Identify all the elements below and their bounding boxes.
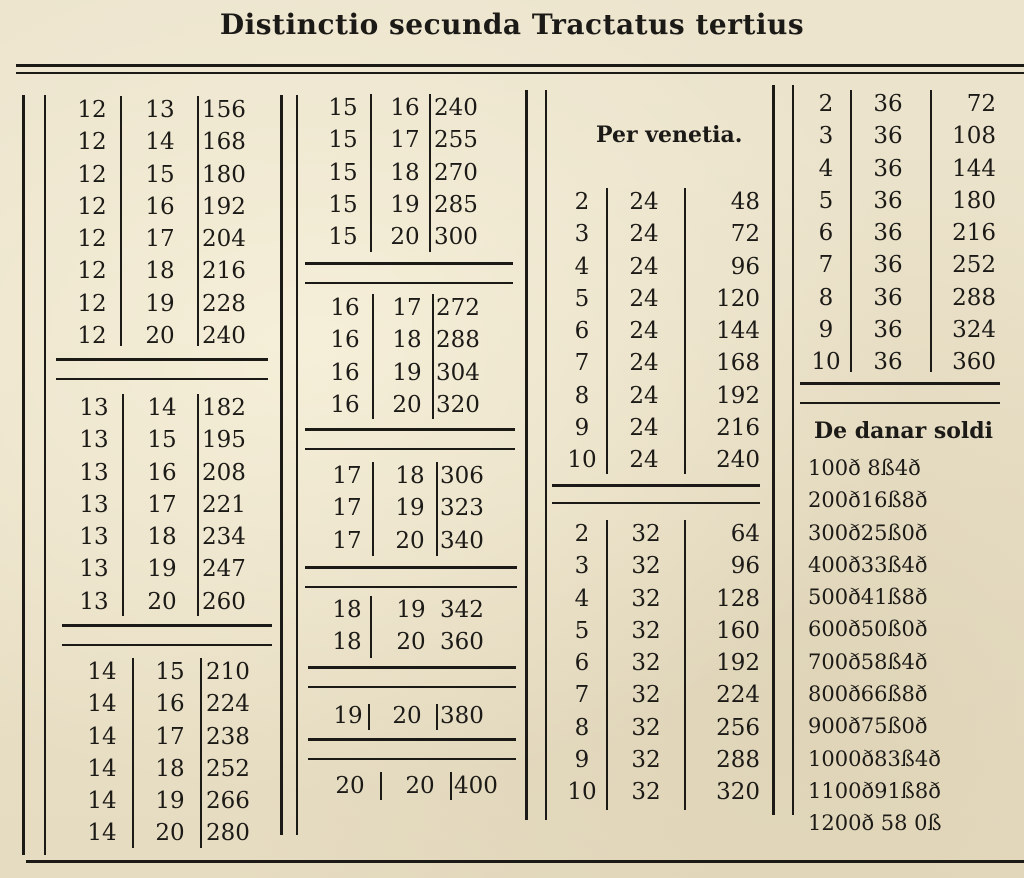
t16-col-a-cell: 16 [330, 327, 360, 354]
t32-col-c-cell: 320 [716, 779, 760, 806]
t14-col-c [206, 656, 276, 850]
t12-col-a-cell: 12 [77, 161, 107, 188]
t12-rule [56, 358, 268, 361]
venetia-line-1 [606, 188, 608, 474]
t36-col-b-cell: 36 [873, 284, 903, 311]
t15-line-2 [429, 94, 431, 252]
t18-col-c-cell: 360 [440, 629, 484, 656]
t13-line-1 [122, 394, 124, 616]
t13-col-c-cell: 182 [202, 395, 246, 421]
t17-rule [305, 566, 517, 569]
t14-col-c-cell: 252 [206, 755, 250, 782]
venetia-col-c-cell: 48 [730, 189, 760, 215]
t15-col-b-cell: 19 [390, 191, 420, 218]
venetia-col-c-cell: 96 [730, 253, 760, 280]
venetia-col-c-cell: 240 [716, 447, 760, 474]
t32-col-b-cell: 32 [631, 714, 661, 741]
t13-col-c-cell: 247 [202, 556, 246, 583]
danar-row: 900ð75ß0ð [808, 714, 928, 739]
t16-col-a-cell: 16 [330, 295, 360, 321]
t19-col-a [324, 700, 372, 732]
t16-col-c-cell: 288 [436, 327, 480, 354]
t13-col-c-cell: 234 [202, 524, 246, 551]
t13-col-b-cell: 18 [147, 524, 177, 551]
t12-col-a-cell: 12 [77, 323, 107, 350]
venetia-col-b [614, 186, 674, 477]
t32-col-a-cell: 6 [574, 650, 590, 677]
t36-col-b-cell: 36 [873, 91, 903, 117]
venetia-col-a-cell: 6 [574, 318, 590, 345]
t16-col-c [436, 292, 516, 421]
t17-line-2 [436, 462, 438, 556]
danar-row: 400ð33ß4ð [808, 552, 928, 577]
t19-col-c-cell: 380 [440, 703, 484, 729]
t18-line-1 [370, 596, 372, 658]
venetia-col-b-cell: 24 [629, 189, 659, 215]
t13-col-a-cell: 13 [79, 491, 109, 518]
t15-col-a-cell: 15 [328, 95, 358, 121]
t13-rule [62, 624, 272, 627]
t36-col-c-cell: 108 [952, 123, 996, 150]
t16-rule [305, 428, 515, 431]
t18-col-b-cell: 19 [396, 597, 426, 623]
t13-col-c-cell: 260 [202, 588, 246, 615]
t12-col-b [128, 94, 192, 352]
venetia-col-a [562, 186, 602, 477]
bottom-rule [26, 860, 1024, 863]
venetia-col-c-cell: 120 [716, 285, 760, 312]
t15-line-1 [370, 94, 372, 252]
t18-col-b-cell: 20 [396, 629, 426, 656]
t32-col-a-cell: 10 [567, 779, 597, 806]
t36-rule-b [800, 402, 1000, 404]
t17-col-c-cell: 306 [440, 463, 484, 489]
venetia-rule-b [552, 502, 760, 504]
t32-col-c-cell: 96 [730, 553, 760, 580]
t36-col-c-cell: 252 [952, 252, 996, 279]
t19-line-1 [368, 704, 370, 730]
t13-col-b-cell: 16 [147, 459, 177, 486]
venetia-col-a-cell: 10 [567, 447, 597, 474]
t36-col-a-cell: 9 [818, 317, 834, 344]
t19-rule-b [308, 758, 516, 760]
t32-line-2 [684, 520, 686, 810]
t32-col-a-cell: 4 [574, 585, 590, 612]
venetia-col-a-cell: 4 [574, 253, 590, 280]
t18-col-a-cell: 18 [332, 597, 362, 623]
t15-col-c-cell: 255 [434, 127, 478, 154]
t12-col-c-cell: 180 [202, 161, 246, 188]
t16-col-b-cell: 17 [392, 295, 422, 321]
t13-col-c [202, 392, 272, 618]
t17-col-a-cell: 17 [332, 527, 362, 554]
t13-col-b-cell: 15 [147, 427, 177, 454]
t14-col-a [78, 656, 126, 850]
t12-col-c-cell: 156 [202, 97, 246, 123]
t16-col-a-cell: 16 [330, 391, 360, 418]
t36-col-c-cell: 144 [952, 155, 996, 182]
t13-col-c-cell: 195 [202, 427, 246, 454]
left-frame [22, 95, 25, 855]
t16-col-b [380, 292, 434, 421]
t32-col-c-cell: 192 [716, 650, 760, 677]
t14-col-a-cell: 14 [87, 820, 117, 847]
t14-col-c-cell: 280 [206, 820, 250, 847]
t12-col-b-cell: 13 [145, 97, 175, 123]
t14-col-b-cell: 19 [155, 788, 185, 815]
t32-col-b-cell: 32 [631, 553, 661, 580]
danar-row: 600ð50ß0ð [808, 617, 928, 642]
t12-col-a-cell: 12 [77, 258, 107, 285]
t13-col-c-cell: 221 [202, 491, 246, 518]
t17-col-a [322, 460, 372, 557]
t12-col-a-cell: 12 [77, 290, 107, 317]
venetia-col-a-cell: 9 [574, 415, 590, 442]
t15-col-b-cell: 18 [390, 159, 420, 186]
t36-col-a-cell: 5 [818, 187, 834, 214]
t32-col-b-cell: 32 [631, 617, 661, 644]
t13-rule-b [62, 644, 272, 646]
t20-col-c-cell: 400 [454, 773, 498, 799]
t32-col-a-cell: 3 [574, 553, 590, 580]
t15-col-c-cell: 240 [434, 95, 478, 121]
t36-col-c-cell: 72 [966, 91, 996, 117]
t36-col-b-cell: 36 [873, 317, 903, 344]
t32-col-b-cell: 32 [631, 682, 661, 709]
t36-col-b-cell: 36 [873, 155, 903, 182]
venetia-col-a-cell: 3 [574, 221, 590, 248]
t20-col-c [454, 770, 518, 802]
venetia-col-a-cell: 7 [574, 350, 590, 377]
t12-col-a-cell: 12 [77, 129, 107, 156]
t17-col-a-cell: 17 [332, 495, 362, 522]
t36-col-c-cell: 216 [952, 220, 996, 247]
t16-col-b-cell: 20 [392, 391, 422, 418]
t17-rule-b [305, 586, 517, 588]
t16-col-b-cell: 18 [392, 327, 422, 354]
t36-col-a-cell: 6 [818, 220, 834, 247]
t36-col-c-cell: 360 [952, 349, 996, 376]
t13-col-a [70, 392, 118, 618]
danar-row: 800ð66ß8ð [808, 682, 928, 707]
t32-col-c-cell: 256 [716, 714, 760, 741]
t12-col-b-cell: 20 [145, 323, 175, 350]
venetia-rule [552, 484, 760, 487]
venetia-col-b-cell: 24 [629, 285, 659, 312]
t12-col-c-cell: 192 [202, 193, 246, 220]
t14-col-a-cell: 14 [87, 659, 117, 685]
danar-row: 700ð58ß4ð [808, 649, 928, 674]
t15-col-b [378, 92, 432, 253]
t15-col-a-cell: 15 [328, 127, 358, 154]
t17-col-b-cell: 18 [395, 463, 425, 489]
t18-rule-b [308, 686, 516, 688]
t14-col-c-cell: 266 [206, 788, 250, 815]
t12-col-b-cell: 14 [145, 129, 175, 156]
t32-col-a-cell: 2 [574, 521, 590, 547]
t20-line-2 [450, 772, 452, 800]
venetia-col-b-cell: 24 [629, 318, 659, 345]
t32-col-c [680, 518, 760, 809]
divider-3b [792, 85, 794, 815]
divider-3 [772, 85, 775, 815]
t12-col-c-cell: 168 [202, 129, 246, 156]
t32-col-a-cell: 7 [574, 682, 590, 709]
t32-col-c-cell: 224 [716, 682, 760, 709]
t13-col-a-cell: 13 [79, 427, 109, 454]
left-frame-2 [44, 95, 46, 855]
t16-col-c-cell: 304 [436, 359, 480, 386]
t12-col-c-cell: 240 [202, 323, 246, 350]
danar-heading: De danar soldi [814, 418, 994, 444]
venetia-line-2 [684, 188, 686, 474]
t36-col-a-cell: 2 [818, 91, 834, 117]
t14-col-b-cell: 16 [155, 691, 185, 718]
t12-rule-b [56, 378, 268, 380]
danar-row: 1000ð83ß4ð [808, 746, 941, 771]
t32-col-a-cell: 8 [574, 714, 590, 741]
t18-col-a-cell: 18 [332, 629, 362, 656]
t32-col-c-cell: 160 [716, 617, 760, 644]
top-rule [16, 64, 1024, 67]
danar-row: 500ð41ß8ð [808, 585, 928, 610]
t12-col-a-cell: 12 [77, 193, 107, 220]
t17-line-1 [372, 462, 374, 556]
t36-line-2 [930, 90, 932, 372]
t14-col-b [138, 656, 202, 850]
danar-col [808, 452, 1008, 840]
t20-col-a [326, 770, 374, 802]
t14-col-a-cell: 14 [87, 723, 117, 750]
t16-rule-b [305, 448, 515, 450]
t32-col-a-cell: 5 [574, 617, 590, 644]
venetia-col-b-cell: 24 [629, 221, 659, 248]
venetia-col-c-cell: 72 [730, 221, 760, 248]
t19-col-a-cell: 19 [333, 703, 363, 729]
t12-col-c-cell: 216 [202, 258, 246, 285]
t19-col-b-cell: 20 [392, 703, 422, 729]
t14-col-c-cell: 238 [206, 723, 250, 750]
t13-col-a-cell: 13 [79, 395, 109, 421]
t13-col-b-cell: 19 [147, 556, 177, 583]
venetia-col-c-cell: 192 [716, 382, 760, 409]
t15-col-c-cell: 270 [434, 159, 478, 186]
t12-col-b-cell: 18 [145, 258, 175, 285]
t19-col-c [440, 700, 520, 732]
t12-col-c-cell: 204 [202, 226, 246, 253]
t12-col-a-cell: 12 [77, 226, 107, 253]
t19-col-b [380, 700, 434, 732]
venetia-col-c [680, 186, 760, 477]
t15-col-a-cell: 15 [328, 191, 358, 218]
t17-col-c-cell: 340 [440, 527, 484, 554]
t18-col-c [440, 594, 520, 659]
t36-col-c-cell: 180 [952, 187, 996, 214]
t14-col-a-cell: 14 [87, 788, 117, 815]
danar-row: 1200ð 58 0ß [808, 811, 942, 836]
t17-col-b-cell: 19 [395, 495, 425, 522]
danar-row: 1100ð91ß8ð [808, 778, 941, 803]
t13-col-a-cell: 13 [79, 556, 109, 583]
t15-rule [305, 262, 513, 265]
t32-col-a [562, 518, 602, 809]
t36-col-b-cell: 36 [873, 220, 903, 247]
venetia-col-a-cell: 2 [574, 189, 590, 215]
t36-col-b [856, 88, 920, 379]
t36-col-c-cell: 288 [952, 284, 996, 311]
t13-col-b-cell: 14 [147, 395, 177, 421]
t13-col-b-cell: 20 [147, 588, 177, 615]
t32-col-b-cell: 32 [631, 585, 661, 612]
t16-col-a [320, 292, 370, 421]
top-rule-inner [16, 72, 1024, 74]
t16-col-a-cell: 16 [330, 359, 360, 386]
t12-col-c-cell: 228 [202, 290, 246, 317]
t12-col-b-cell: 16 [145, 193, 175, 220]
t19-line-2 [436, 704, 438, 730]
venetia-col-c-cell: 216 [716, 415, 760, 442]
t36-col-a-cell: 8 [818, 284, 834, 311]
t32-col-b-cell: 32 [631, 747, 661, 774]
t36-col-b-cell: 36 [873, 252, 903, 279]
t17-col-a-cell: 17 [332, 463, 362, 489]
t14-col-c-cell: 210 [206, 659, 250, 685]
t14-col-b-cell: 18 [155, 755, 185, 782]
t32-col-c-cell: 128 [716, 585, 760, 612]
divider-2b [545, 90, 547, 820]
divider-1 [280, 95, 283, 835]
t14-col-b-cell: 20 [155, 820, 185, 847]
danar-row: 200ð16ß8ð [808, 488, 928, 513]
t17-col-b-cell: 20 [395, 527, 425, 554]
t17-col-c-cell: 323 [440, 495, 484, 522]
t20-col-b-cell: 20 [405, 773, 435, 799]
t12-col-c [202, 94, 272, 352]
t32-col-c-cell: 288 [716, 747, 760, 774]
t36-col-a-cell: 4 [818, 155, 834, 182]
t19-rule [308, 738, 516, 741]
t12-col-b-cell: 15 [145, 161, 175, 188]
venetia-col-a-cell: 5 [574, 285, 590, 312]
t14-line-2 [200, 658, 202, 848]
venetia-col-b-cell: 24 [629, 350, 659, 377]
t36-col-c-cell: 324 [952, 317, 996, 344]
divider-1b [296, 95, 298, 835]
t32-col-b-cell: 32 [631, 650, 661, 677]
t12-col-a-cell: 12 [77, 97, 107, 123]
venetia-col-a-cell: 8 [574, 382, 590, 409]
t36-col-b-cell: 36 [873, 349, 903, 376]
t12-line-2 [197, 96, 199, 346]
danar-row: 300ð25ß0ð [808, 520, 928, 545]
venetia-heading: Per venetia. [596, 122, 743, 148]
t18-col-c-cell: 342 [440, 597, 484, 623]
t15-col-a [318, 92, 368, 253]
t18-col-a [322, 594, 372, 659]
t36-col-b-cell: 36 [873, 187, 903, 214]
t36-line-1 [850, 90, 852, 372]
t14-col-c-cell: 224 [206, 691, 250, 718]
t16-col-c-cell: 320 [436, 391, 480, 418]
venetia-col-b-cell: 24 [629, 253, 659, 280]
t32-col-c-cell: 64 [730, 521, 760, 547]
t15-rule-b [305, 282, 513, 284]
t15-col-b-cell: 16 [390, 95, 420, 121]
danar-row: 100ð 8ß4ð [808, 456, 921, 480]
t16-col-b-cell: 19 [392, 359, 422, 386]
t16-line-2 [432, 294, 434, 419]
t15-col-c-cell: 300 [434, 224, 478, 251]
page-header: Distinctio secunda Tractatus tertius [219, 8, 805, 41]
t14-line-1 [132, 658, 134, 848]
t32-line-1 [606, 520, 608, 810]
t14-col-b-cell: 17 [155, 723, 185, 750]
t13-line-2 [197, 394, 199, 616]
t14-col-a-cell: 14 [87, 691, 117, 718]
venetia-col-b-cell: 24 [629, 415, 659, 442]
t15-col-a-cell: 15 [328, 159, 358, 186]
t13-col-a-cell: 13 [79, 588, 109, 615]
t12-col-b-cell: 17 [145, 226, 175, 253]
t15-col-c-cell: 285 [434, 191, 478, 218]
t12-col-a [68, 94, 116, 352]
t20-col-b [392, 770, 448, 802]
t12-line-1 [120, 96, 122, 346]
venetia-col-c-cell: 168 [716, 350, 760, 377]
t14-col-b-cell: 15 [155, 659, 185, 685]
t36-col-a-cell: 7 [818, 252, 834, 279]
t36-rule [800, 382, 1000, 385]
t14-col-a-cell: 14 [87, 755, 117, 782]
t16-line-1 [372, 294, 374, 419]
t13-col-b [130, 392, 194, 618]
t20-col-a-cell: 20 [335, 773, 365, 799]
t15-col-b-cell: 20 [390, 224, 420, 251]
t15-col-a-cell: 15 [328, 224, 358, 251]
venetia-col-c-cell: 144 [716, 318, 760, 345]
t15-col-c [434, 92, 514, 253]
t18-col-b [384, 594, 438, 659]
t15-col-b-cell: 17 [390, 127, 420, 154]
t17-col-b [382, 460, 438, 557]
t13-col-c-cell: 208 [202, 459, 246, 486]
t18-rule [308, 666, 516, 669]
t36-col-b-cell: 36 [873, 123, 903, 150]
t20-line-1 [380, 772, 382, 800]
t12-col-b-cell: 19 [145, 290, 175, 317]
t13-col-b-cell: 17 [147, 491, 177, 518]
divider-2 [525, 90, 528, 820]
t16-col-c-cell: 272 [436, 295, 480, 321]
venetia-col-b-cell: 24 [629, 382, 659, 409]
t32-col-a-cell: 9 [574, 747, 590, 774]
t13-col-a-cell: 13 [79, 524, 109, 551]
t32-col-b-cell: 32 [631, 779, 661, 806]
t36-col-a-cell: 10 [811, 349, 841, 376]
t36-col-a-cell: 3 [818, 123, 834, 150]
t32-col-b-cell: 32 [631, 521, 661, 547]
venetia-col-b-cell: 24 [629, 447, 659, 474]
t13-col-a-cell: 13 [79, 459, 109, 486]
t32-col-b [616, 518, 676, 809]
t36-col-a [806, 88, 846, 379]
t17-col-c [440, 460, 520, 557]
